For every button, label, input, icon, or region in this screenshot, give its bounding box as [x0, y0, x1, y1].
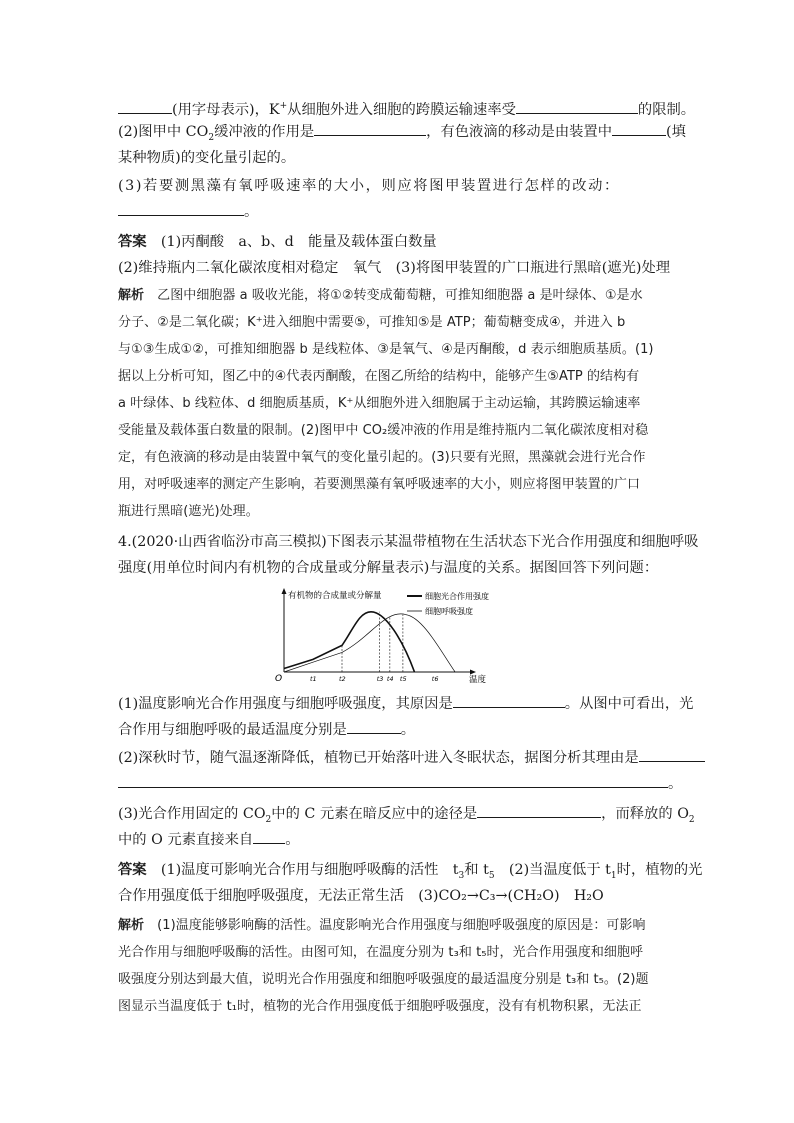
answer-line: 答案 (1)温度可影响光合作用与细胞呼吸酶的活性 $t_3$和 $t_5$ (2)当温度低于 $t_1$时，植物的光 — [118, 862, 703, 881]
y-axis-label: 有机物的合成量或分解量 — [288, 591, 382, 601]
answer-line: 合作用强度低于细胞呼吸强度，无法正常生活 (3)CO₂→C₃→(CH₂O) H₂O — [118, 888, 604, 904]
x-tick-label: t2 — [339, 675, 346, 683]
answer-blank[interactable] — [118, 773, 668, 788]
explanation-line: 与①③生成①②，可推知细胞器 b 是线粒体、③是氧气、④是丙酮酸，d 表示细胞质基质。(1) — [118, 342, 654, 357]
answer-line: 答案 (1)丙酮酸 a、b、d 能量及载体蛋白数量 — [118, 234, 437, 250]
x-axis-arrow — [470, 670, 476, 675]
temperature-chart — [272, 586, 526, 684]
x-tick-label: t6 — [431, 675, 439, 683]
question-4-sub1: 合作用与细胞呼吸的最适温度分别是 。 — [118, 718, 680, 742]
series-line-photosynthesis — [284, 612, 415, 672]
question-line: (3)若要测黑藻有氧呼吸速率的大小，则应将图甲装置进行怎样的改动： — [118, 178, 620, 194]
legend-label-photosynthesis: 细胞光合作用强度 — [425, 592, 489, 601]
x-tick-label: t1 — [310, 675, 317, 683]
answer-label: 答案 — [118, 234, 147, 250]
x-axis-label: 温度 — [469, 675, 487, 684]
explanation-line: 光合作用与细胞呼吸酶的活性。由图可知，在温度分别为 t₃和 t₅时，光合作用强度和细胞呼 — [118, 945, 644, 960]
question-4-sub1: (1)温度影响光合作用强度与细胞呼吸强度，其原因是 。从图中可看出，光 — [118, 692, 680, 716]
question-line: 。 — [118, 200, 680, 224]
origin-label: O — [275, 674, 283, 684]
series-line-respiration — [284, 614, 455, 672]
explanation-line: 分子、②是二氧化碳；K⁺进入细胞中需要⑤，可推知⑤是 ATP；葡萄糖变成④，并进入 b — [118, 315, 626, 330]
explanation-line: 瓶进行黑暗(遮光)处理。 — [118, 504, 259, 519]
answer-blank[interactable] — [612, 121, 666, 136]
x-tick-label: t5 — [399, 675, 407, 683]
explanation-line: 据以上分析可知，图乙中的④代表丙酮酸，在图乙所给的结构中，能够产生⑤ATP 的结构有 — [118, 369, 640, 384]
explanation-line: a 叶绿体、b 线粒体、d 细胞质基质，K⁺从细胞外进入细胞属于主动运输，其跨膜运输速率 — [118, 396, 641, 411]
explanation-label: 解析 — [118, 918, 145, 933]
answer-blank[interactable] — [118, 99, 172, 114]
answer-blank[interactable] — [516, 99, 638, 114]
answer-label: 答案 — [118, 862, 147, 878]
explanation-line: 吸强度分别达到最大值，说明光合作用强度和细胞呼吸强度的最适温度分别是 t₃和 t₅。(2)题 — [118, 972, 649, 987]
explanation-line: 定，有色液滴的移动是由装置中氧气的变化量引起的。(3)只要有光照，黑藻就会进行光合作 — [118, 450, 646, 465]
y-axis-arrow — [282, 588, 287, 594]
answer-blank[interactable] — [347, 719, 401, 734]
question-4-stem: 4.(2020·山西省临汾市高三模拟)下图表示某温带植物在生活状态下光合作用强度和细胞呼吸 — [118, 534, 699, 550]
question-line: (2)图甲中 $CO_2$缓冲液的作用是 ，有色液滴的移动是由装置中 (填 — [118, 120, 680, 150]
question-4-sub2: (2)深秋时节，随气温逐渐降低，植物已开始落叶进入冬眠状态，据图分析其理由是 — [118, 746, 680, 770]
answer-blank[interactable] — [314, 121, 426, 136]
question-4-stem: 强度(用单位时间内有机物的合成量或分解量表示)与温度的关系。据图回答下列问题： — [118, 560, 659, 576]
x-tick-label: t3 — [376, 675, 384, 683]
question-line: 某种物质)的变化量引起的。 — [118, 150, 296, 166]
answer-blank[interactable] — [453, 693, 565, 708]
answer-blank[interactable] — [118, 201, 244, 216]
legend-label-respiration: 细胞呼吸强度 — [425, 607, 473, 616]
explanation-line: 用，对呼吸速率的测定产生影响，若要测黑藻有氧呼吸速率的大小，则应将图甲装置的广口 — [118, 477, 641, 492]
explanation-line: 解析 (1)温度能够影响酶的活性。温度影响光合作用强度与细胞呼吸强度的原因是：可影响 — [118, 918, 646, 933]
answer-line: (2)维持瓶内二氧化碳浓度相对稳定 氧气 (3)将图甲装置的广口瓶进行黑暗(遮光)处理 — [118, 260, 671, 276]
question-line: (用字母表示)，K+从细胞外进入细胞的跨膜运输速率受 的限制。 — [118, 94, 680, 122]
explanation-label: 解析 — [118, 288, 145, 303]
explanation-line: 受能量及载体蛋白数量的限制。(2)图甲中 CO₂缓冲液的作用是维持瓶内二氧化碳浓度相对稳 — [118, 423, 649, 438]
answer-blank[interactable] — [253, 829, 285, 844]
x-tick-label: t4 — [386, 675, 394, 683]
question-4-sub3: (3)光合作用固定的 $CO_2$中的 C 元素在暗反应中的途径是 ，而释放的 $O_2$ — [118, 802, 680, 832]
answer-blank[interactable] — [477, 803, 601, 818]
question-4-sub2: 。 — [118, 772, 680, 796]
answer-blank[interactable] — [639, 747, 705, 762]
explanation-line: 图显示当温度低于 t₁时，植物的光合作用强度低于细胞呼吸强度，没有有机物积累，无法正 — [118, 999, 642, 1014]
question-4-sub3: 中的 O 元素直接来自 。 — [118, 828, 680, 852]
explanation-line: 解析 乙图中细胞器 a 吸收光能，将①②转变成葡萄糖，可推知细胞器 a 是叶绿体、①是水 — [118, 288, 643, 303]
